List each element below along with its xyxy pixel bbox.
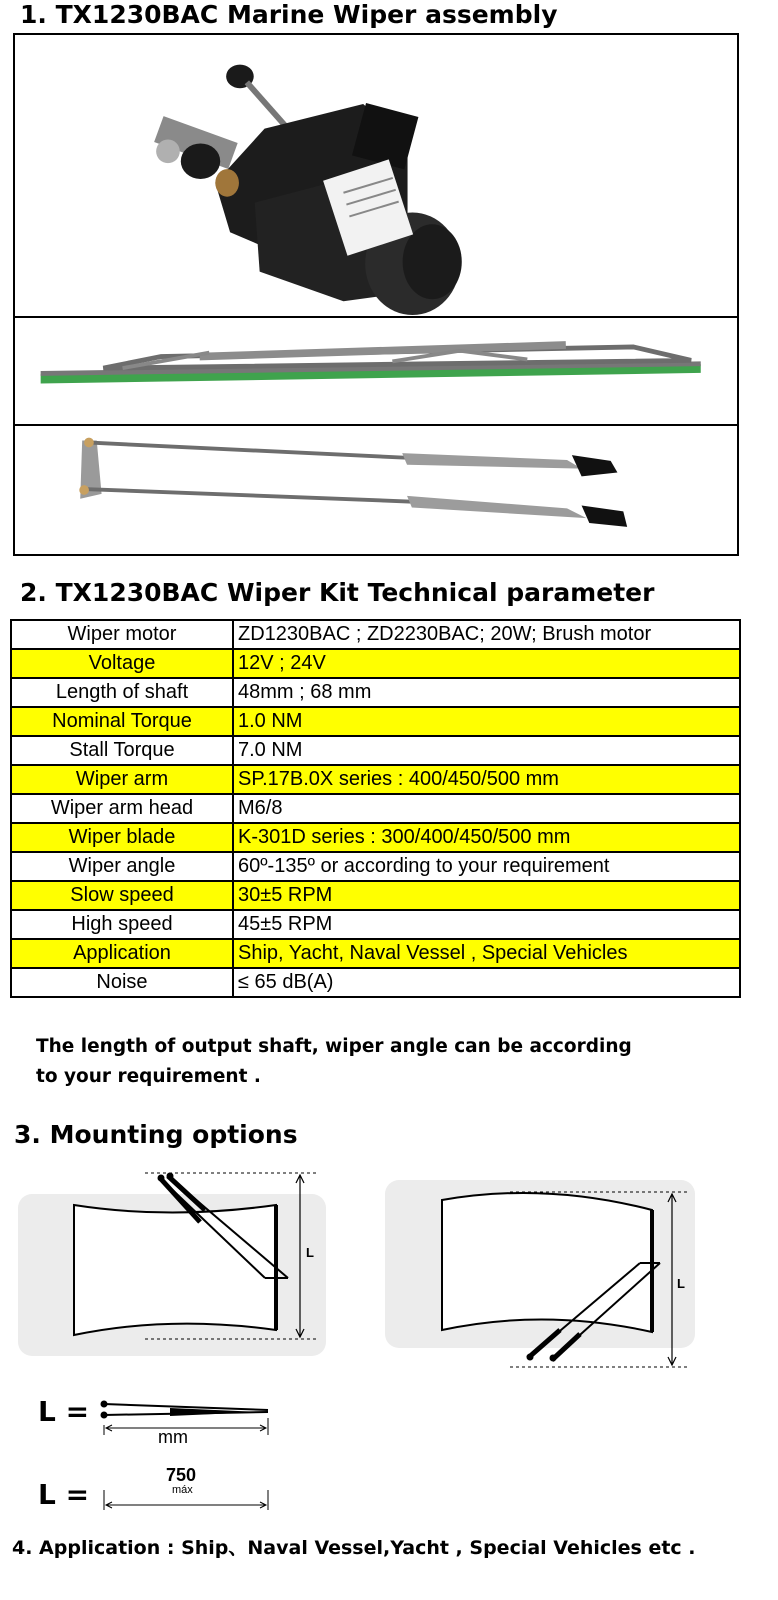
wiper-motor-photo [13, 33, 739, 318]
spec-label: Stall Torque [11, 736, 233, 765]
spec-label: Noise [11, 968, 233, 997]
spec-label: Nominal Torque [11, 707, 233, 736]
wiper-blade-photo [13, 316, 739, 426]
section-title-application: 4. Application : Ship、Naval Vessel,Yacht , Special Vehicles etc . [12, 1537, 696, 1559]
length-label: L [677, 1276, 685, 1291]
spec-label: High speed [11, 910, 233, 939]
spec-value: M6/8 [233, 794, 740, 823]
table-row [11, 678, 740, 707]
table-row [11, 620, 740, 649]
max-length-value: 750 [166, 1465, 197, 1485]
wiper-blade-image [15, 318, 737, 424]
spec-label: Wiper blade [11, 823, 233, 852]
spec-value: 12V ; 24V [233, 649, 740, 678]
length-label: L [306, 1245, 314, 1260]
spec-label: Application [11, 939, 233, 968]
spec-label: Wiper angle [11, 852, 233, 881]
note-line: The length of output shaft, wiper angle can be according [36, 1036, 632, 1057]
spec-label: Length of shaft [11, 678, 233, 707]
length-equation-label: L = [38, 1395, 90, 1428]
table-row [11, 852, 740, 881]
spec-value: K-301D series : 300/400/450/500 mm [233, 823, 740, 852]
note-line: to your requirement . [36, 1066, 261, 1087]
table-row [11, 707, 740, 736]
spec-label: Wiper arm head [11, 794, 233, 823]
table-row [11, 823, 740, 852]
spec-label: Voltage [11, 649, 233, 678]
spec-value: 45±5 RPM [233, 910, 740, 939]
table-row [11, 881, 740, 910]
spec-table [10, 619, 741, 998]
section-title-mounting: 3. Mounting options [14, 1120, 298, 1149]
spec-value: Ship, Yacht, Naval Vessel , Special Vehicles [233, 939, 740, 968]
length-equation-label: L = [38, 1478, 90, 1511]
spec-label: Wiper arm [11, 765, 233, 794]
table-row [11, 910, 740, 939]
table-row [11, 794, 740, 823]
spec-label: Wiper motor [11, 620, 233, 649]
wiper-arm-image [15, 426, 737, 554]
table-row [11, 939, 740, 968]
spec-value: ≤ 65 dB(A) [233, 968, 740, 997]
wiper-motor-image [15, 35, 737, 316]
table-row [11, 968, 740, 997]
table-row [11, 736, 740, 765]
spec-value: 48mm ; 68 mm [233, 678, 740, 707]
unit-label: mm [158, 1427, 188, 1447]
wiper-arm-photo [13, 424, 739, 556]
section-title-parameters: 2. TX1230BAC Wiper Kit Technical parameter [20, 578, 655, 607]
spec-value: 7.0 NM [233, 736, 740, 765]
spec-value: 30±5 RPM [233, 881, 740, 910]
max-label: máx [172, 1484, 193, 1496]
spec-value: 1.0 NM [233, 707, 740, 736]
table-row [11, 765, 740, 794]
spec-label: Slow speed [11, 881, 233, 910]
section-title-assembly: 1. TX1230BAC Marine Wiper assembly [20, 0, 558, 29]
spec-value: SP.17B.0X series : 400/450/500 mm [233, 765, 740, 794]
mounting-diagram [0, 1160, 778, 1535]
table-row [11, 649, 740, 678]
requirement-note [36, 1032, 632, 1092]
spec-value: ZD1230BAC ; ZD2230BAC; 20W; Brush motor [233, 620, 740, 649]
spec-value: 60º-135º or according to your requirement [233, 852, 740, 881]
